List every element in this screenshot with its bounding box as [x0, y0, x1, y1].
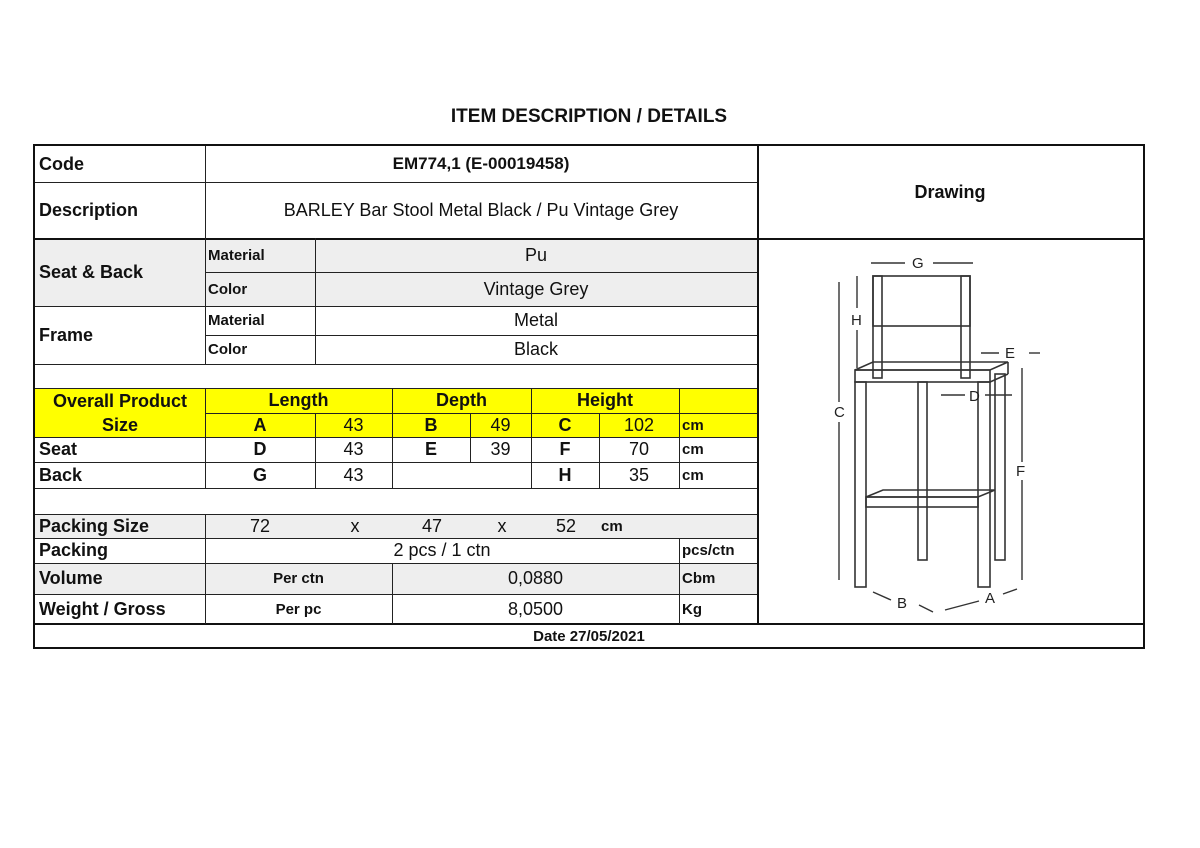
grid-line — [392, 388, 393, 488]
diagram-label-b: B — [897, 595, 908, 612]
packing-label: Packing — [39, 540, 109, 560]
grid-line — [205, 182, 757, 183]
overall-label-line1: Overall Product — [52, 390, 188, 411]
weight-value: 8,0500 — [507, 598, 564, 619]
packing-unit: pcs/ctn — [682, 542, 735, 559]
grid-line — [679, 388, 680, 488]
diagram-label-f: F — [1016, 463, 1026, 480]
grid-line — [205, 238, 206, 364]
back-unit: cm — [682, 466, 704, 484]
weight-label: Weight / Gross — [39, 598, 166, 619]
grid-line — [35, 594, 757, 595]
dim-g-label: G — [252, 464, 267, 485]
overall-unit: cm — [682, 416, 704, 434]
code-label: Code — [39, 153, 84, 174]
diagram-label-g: G — [912, 255, 924, 272]
grid-line — [35, 364, 757, 365]
grid-line — [35, 488, 757, 489]
packing-x2: x — [497, 515, 507, 536]
seat-unit: cm — [682, 441, 704, 458]
volume-per: Per ctn — [273, 570, 324, 587]
dim-a-value: 43 — [343, 414, 364, 435]
description-label: Description — [39, 199, 139, 220]
packing-value: 2 pcs / 1 ctn — [393, 540, 491, 560]
packing-size-label: Packing Size — [39, 515, 150, 536]
diagram-label-e: E — [1005, 345, 1016, 362]
grid-line — [679, 538, 680, 624]
dim-h-label: H — [558, 464, 572, 485]
dim-f-label: F — [559, 439, 571, 459]
grid-line — [35, 623, 1143, 625]
dim-d-value: 43 — [343, 439, 364, 459]
grid-line — [35, 182, 205, 183]
height-header: Height — [577, 390, 633, 410]
grid-line — [205, 146, 206, 238]
dim-e-label: E — [424, 439, 437, 459]
volume-label: Volume — [39, 568, 103, 588]
grid-line — [205, 272, 757, 273]
volume-value: 0,0880 — [507, 568, 564, 588]
dim-d-label: D — [253, 439, 267, 459]
description-value: BARLEY Bar Stool Metal Black / Pu Vintage Grey — [283, 199, 679, 220]
dim-a-label: A — [253, 414, 267, 435]
grid-line — [35, 563, 757, 564]
diagram-label-d: D — [969, 388, 980, 405]
grid-line — [531, 388, 532, 488]
length-header: Length — [268, 390, 329, 410]
grid-line — [315, 238, 316, 364]
seat-back-label: Seat & Back — [39, 261, 144, 282]
dim-b-value: 49 — [490, 414, 511, 435]
frame-material: Metal — [513, 310, 558, 330]
grid-line — [35, 538, 757, 539]
seat-label: Seat — [39, 439, 78, 459]
grid-line — [35, 437, 757, 438]
grid-line — [205, 388, 206, 488]
packing-height: 52 — [555, 515, 577, 536]
volume-unit: Cbm — [682, 570, 716, 587]
seat-back-material-label: Material — [208, 246, 265, 264]
dim-c-value: 102 — [623, 414, 655, 435]
grid-line — [35, 306, 757, 307]
packing-width: 47 — [421, 515, 443, 536]
packing-x1: x — [350, 515, 360, 536]
dim-g-value: 43 — [343, 464, 364, 485]
dim-b-label: B — [424, 414, 438, 435]
grid-line — [599, 413, 600, 488]
grid-line — [470, 413, 471, 462]
frame-color: Black — [513, 339, 558, 359]
grid-line — [205, 514, 206, 624]
dim-c-label: C — [558, 414, 572, 435]
grid-line — [392, 563, 393, 624]
diagram-label-a: A — [985, 590, 996, 607]
weight-per: Per pc — [275, 600, 322, 618]
item-details-sheet — [33, 144, 1145, 649]
bar-stool-drawing — [759, 240, 1143, 623]
dim-e-value: 39 — [490, 439, 511, 459]
seat-back-material: Pu — [524, 244, 548, 265]
grid-line — [205, 335, 757, 336]
packing-size-unit: cm — [601, 517, 623, 535]
grid-line — [315, 413, 316, 488]
weight-unit: Kg — [682, 600, 702, 618]
date-footer: Date 27/05/2021 — [533, 627, 645, 645]
grid-line — [35, 514, 757, 515]
frame-material-label: Material — [208, 312, 265, 329]
grid-line — [35, 388, 757, 389]
dim-f-value: 70 — [628, 439, 650, 459]
frame-label: Frame — [39, 324, 94, 345]
seat-back-color-label: Color — [208, 280, 248, 298]
seat-back-color: Vintage Grey — [483, 278, 589, 299]
drawing-label: Drawing — [914, 181, 986, 202]
diagram-label-c: C — [834, 404, 845, 421]
grid-line — [205, 413, 757, 414]
dim-h-value: 35 — [628, 464, 650, 485]
packing-length: 72 — [249, 515, 271, 536]
diagram-label-h: H — [851, 312, 862, 329]
code-value: EM774,1 (E-00019458) — [392, 154, 570, 173]
grid-line — [35, 462, 757, 463]
overall-label-line2: Size — [101, 414, 139, 435]
page-title: ITEM DESCRIPTION / DETAILS — [450, 106, 728, 127]
frame-color-label: Color — [208, 341, 248, 358]
back-label: Back — [39, 464, 83, 485]
depth-header: Depth — [436, 390, 487, 410]
